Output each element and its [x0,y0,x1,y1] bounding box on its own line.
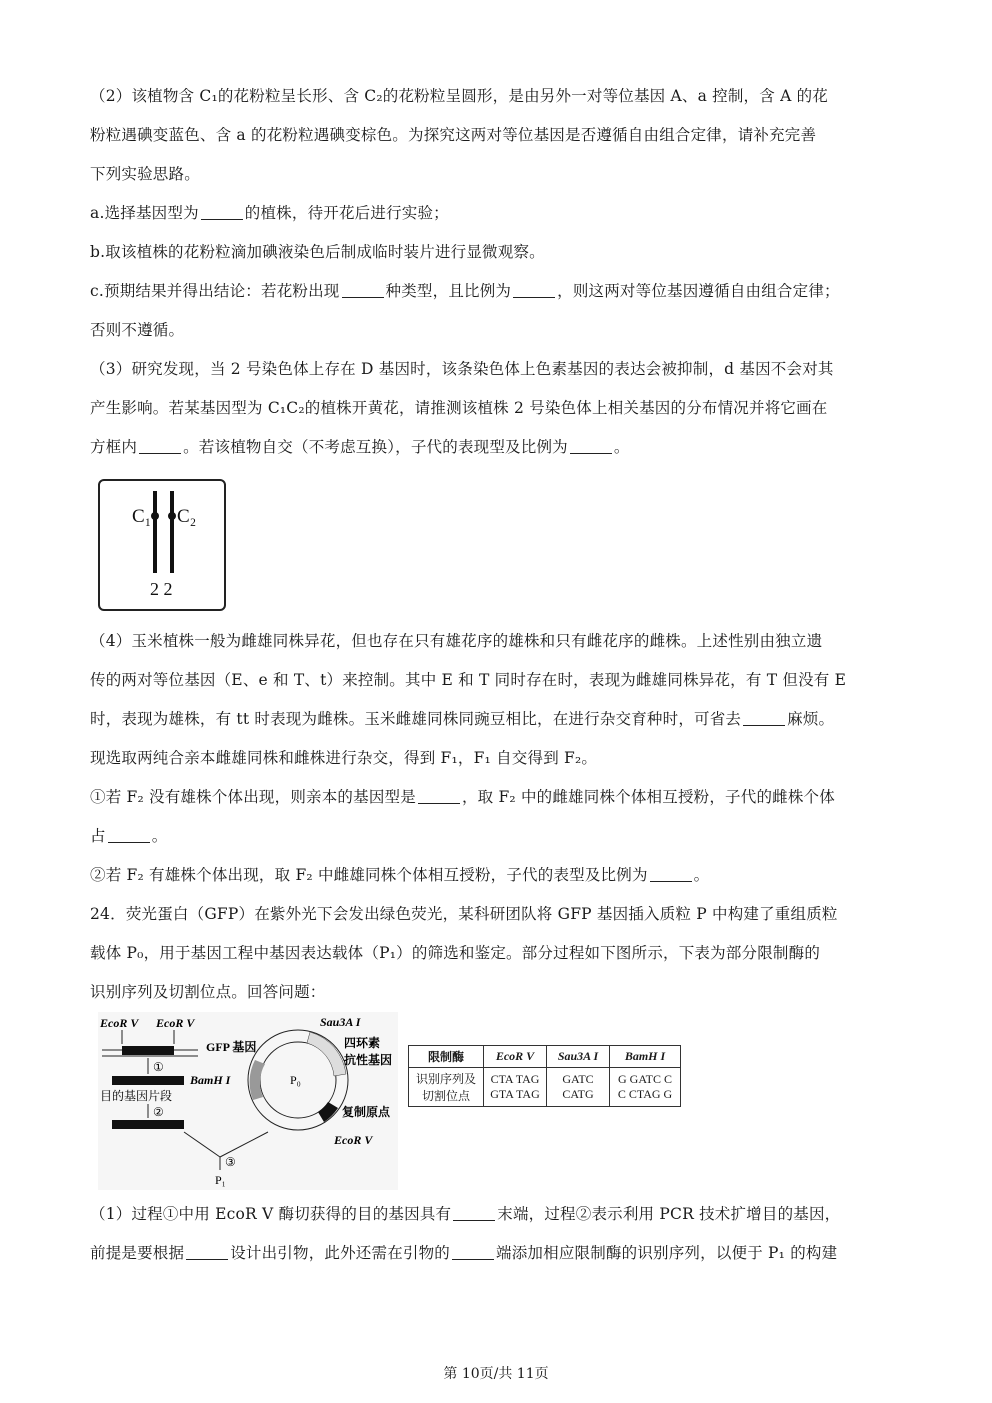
fragment-block [112,1076,184,1085]
step-c-text-post: ，则这两对等位基因遵循自由组合定律； [557,282,840,300]
gene-label-right: C₂ [177,506,197,527]
enzyme-table [408,1045,681,1107]
paragraph-line: 下列实验思路。 [90,165,200,183]
tetracycline-label-2: 抗性基因 [344,1053,393,1067]
table-cell [484,1068,547,1107]
seq-top: GATC [562,1072,594,1086]
table-row [409,1068,681,1107]
target-gene-block [122,1046,174,1055]
seq-bottom: C CTAG G [617,1087,673,1101]
gfp-gene-label: GFP 基因 [206,1040,257,1054]
table-header-cell: Sau3A I [547,1046,610,1068]
question-24-line: 载体 P₀，用于基因工程中基因表达载体（P₁）的筛选和鉴定。部分过程如下图所示，下表为部分限制酶的 [90,944,821,962]
tetracycline-label-1: 四环素 [344,1036,381,1050]
step-b: b.取该植株的花粉粒滴加碘液染色后制成临时装片进行显微观察。 [90,243,545,261]
bamhi-label: BamH I [190,1073,231,1087]
chromosome-diagram [100,481,224,609]
table-cell [409,1068,484,1107]
answer-blank[interactable] [453,1206,495,1221]
paragraph-line [90,437,630,457]
step2-label: ② [153,1105,164,1119]
seq-bottom: CATG [562,1087,594,1101]
row-label-2: 切割位点 [421,1089,470,1103]
seq-top: CTA TAG [490,1072,540,1086]
step-c-text-mid: 种类型，且比例为 [385,282,512,300]
q1-line2-text: 占 [90,827,106,845]
paragraph-line: （2）该植物含 C₁的花粉粒呈长形、含 C₂的花粉粒呈圆形，是由另外一对等位基因 A、a 控制，含 A 的花 [90,87,829,105]
answer-blank[interactable] [452,1245,494,1260]
paragraph-line: 传的两对等位基因（E、e 和 T、t）来控制。其中 E 和 T 同时存在时，表现为雌雄同株异花，有 T 但没有 E [90,671,847,689]
answer-blank[interactable] [570,439,612,454]
p3-text-mid: 。若该植物自交（不考虑互换），子代的表现型及比例为 [183,438,568,456]
answer-blank[interactable] [650,867,692,882]
s1-line2-mid: 设计出引物，此外还需在引物的 [230,1244,451,1262]
table-cell [610,1068,681,1107]
subquestion-24-1 [90,1204,840,1224]
answer-blank[interactable] [342,283,384,298]
paragraph-line: 现选取两纯合亲本雌雄同株和雌株进行杂交，得到 F₁，F₁ 自交得到 F₂。 [90,749,598,767]
q1-line2-post: 。 [151,827,168,845]
gene-locus-right [168,512,176,520]
paragraph-line: （3）研究发现，当 2 号染色体上存在 D 基因时，该条染色体上色素基因的表达会被抑制，d 基因不会对其 [90,360,834,378]
chromosome-number-labels: 2 2 [150,579,173,599]
step-a [90,203,449,223]
q1-text: ①若 F₂ 没有雄株个体出现，则亲本的基因型是 [90,788,416,806]
s1-line2-text: 前提是要根据 [90,1244,185,1262]
plasmid-figure [98,1012,398,1190]
answer-blank[interactable] [418,789,460,804]
p0-label: P₀ [290,1073,301,1087]
subquestion-1-line2 [90,826,167,846]
p3-text: 方框内 [90,438,138,456]
target-fragment-label: 目的基因片段 [100,1089,173,1103]
ecorv-bottom-label: EcoR V [334,1133,373,1147]
table-cell [547,1068,610,1107]
chromosome-box[interactable] [98,479,226,611]
answer-blank[interactable] [201,205,243,220]
step-c [90,281,840,301]
page-footer: 第 10页/共 11页 [443,1366,549,1382]
seq-bottom: GTA TAG [490,1087,540,1101]
table-header-row [409,1046,681,1068]
p1-label: P₁ [215,1173,226,1187]
paragraph-line [90,709,834,729]
q2-text: ②若 F₂ 有雄株个体出现，取 F₂ 中雌雄同株个体相互授粉，子代的表型及比例为 [90,866,648,884]
p4-text: 时，表现为雄株，有 tt 时表现为雌株。玉米雌雄同株同豌豆相比，在进行杂交育种时，可省去 [90,710,742,728]
step-a-text-post: 的植株，待开花后进行实验； [244,204,449,222]
subquestion-24-1-line2 [90,1243,837,1263]
step3-label: ③ [225,1155,236,1169]
gene-locus-left [151,512,159,520]
step1-label: ① [153,1060,164,1074]
sau3ai-label: Sau3A I [320,1015,361,1029]
q2-text-post: 。 [693,866,710,884]
table-header-cell: BamH I [610,1046,681,1068]
s1-text: （1）过程①中用 EcoR V 酶切获得的目的基因具有 [90,1205,452,1223]
answer-blank[interactable] [186,1245,228,1260]
answer-blank[interactable] [513,283,555,298]
q1-text-post: ，取 F₂ 中的雌雄同株个体相互授粉，子代的雌株个体 [461,788,835,806]
p4-text-post: 麻烦。 [787,710,835,728]
s1-text-post: 末端，过程②表示利用 PCR 技术扩增目的基因， [497,1205,841,1223]
step-a-text: a.选择基因型为 [90,204,199,222]
ecorv-right-label: EcoR V [156,1016,195,1030]
seq-top: G GATC C [617,1072,672,1086]
p3-text-post: 。 [613,438,630,456]
answer-blank[interactable] [139,439,181,454]
row-label-1: 识别序列及 [415,1072,476,1086]
step-c-text: c.预期结果并得出结论：若花粉出现 [90,282,340,300]
answer-blank[interactable] [743,711,785,726]
s1-line2-post: 端添加相应限制酶的识别序列，以便于 P₁ 的构建 [496,1244,838,1262]
step-c-line2: 否则不遵循。 [90,321,185,339]
paragraph-line: 粉粒遇碘变蓝色、含 a 的花粉粒遇碘变棕色。为探究这两对等位基因是否遵循自由组合定律，请补充完善 [90,126,817,144]
gene-label-left: C₁ [132,506,152,527]
answer-blank[interactable] [108,828,150,843]
ecorv-left-label: EcoR V [100,1016,139,1030]
subquestion-2 [90,865,709,885]
table-header-cell: 限制酶 [409,1046,484,1068]
question-24-line: 24．荧光蛋白（GFP）在紫外光下会发出绿色荧光，某科研团队将 GFP 基因插入质粒 P 中构建了重组质粒 [90,905,838,923]
subquestion-1 [90,787,835,807]
paragraph-line: （4）玉米植株一般为雌雄同株异花，但也存在只有雄花序的雄株和只有雌花序的雌株。上述性别由独立遗 [90,632,823,650]
amplified-fragment-block [112,1120,184,1129]
origin-label: 复制原点 [342,1105,391,1119]
paragraph-line: 产生影响。若某基因型为 C₁C₂的植株开黄花，请推测该植株 2 号染色体上相关基因的分布情况并将它画在 [90,399,828,417]
table-header-cell: EcoR V [484,1046,547,1068]
question-24-line: 识别序列及切割位点。回答问题： [90,983,326,1001]
